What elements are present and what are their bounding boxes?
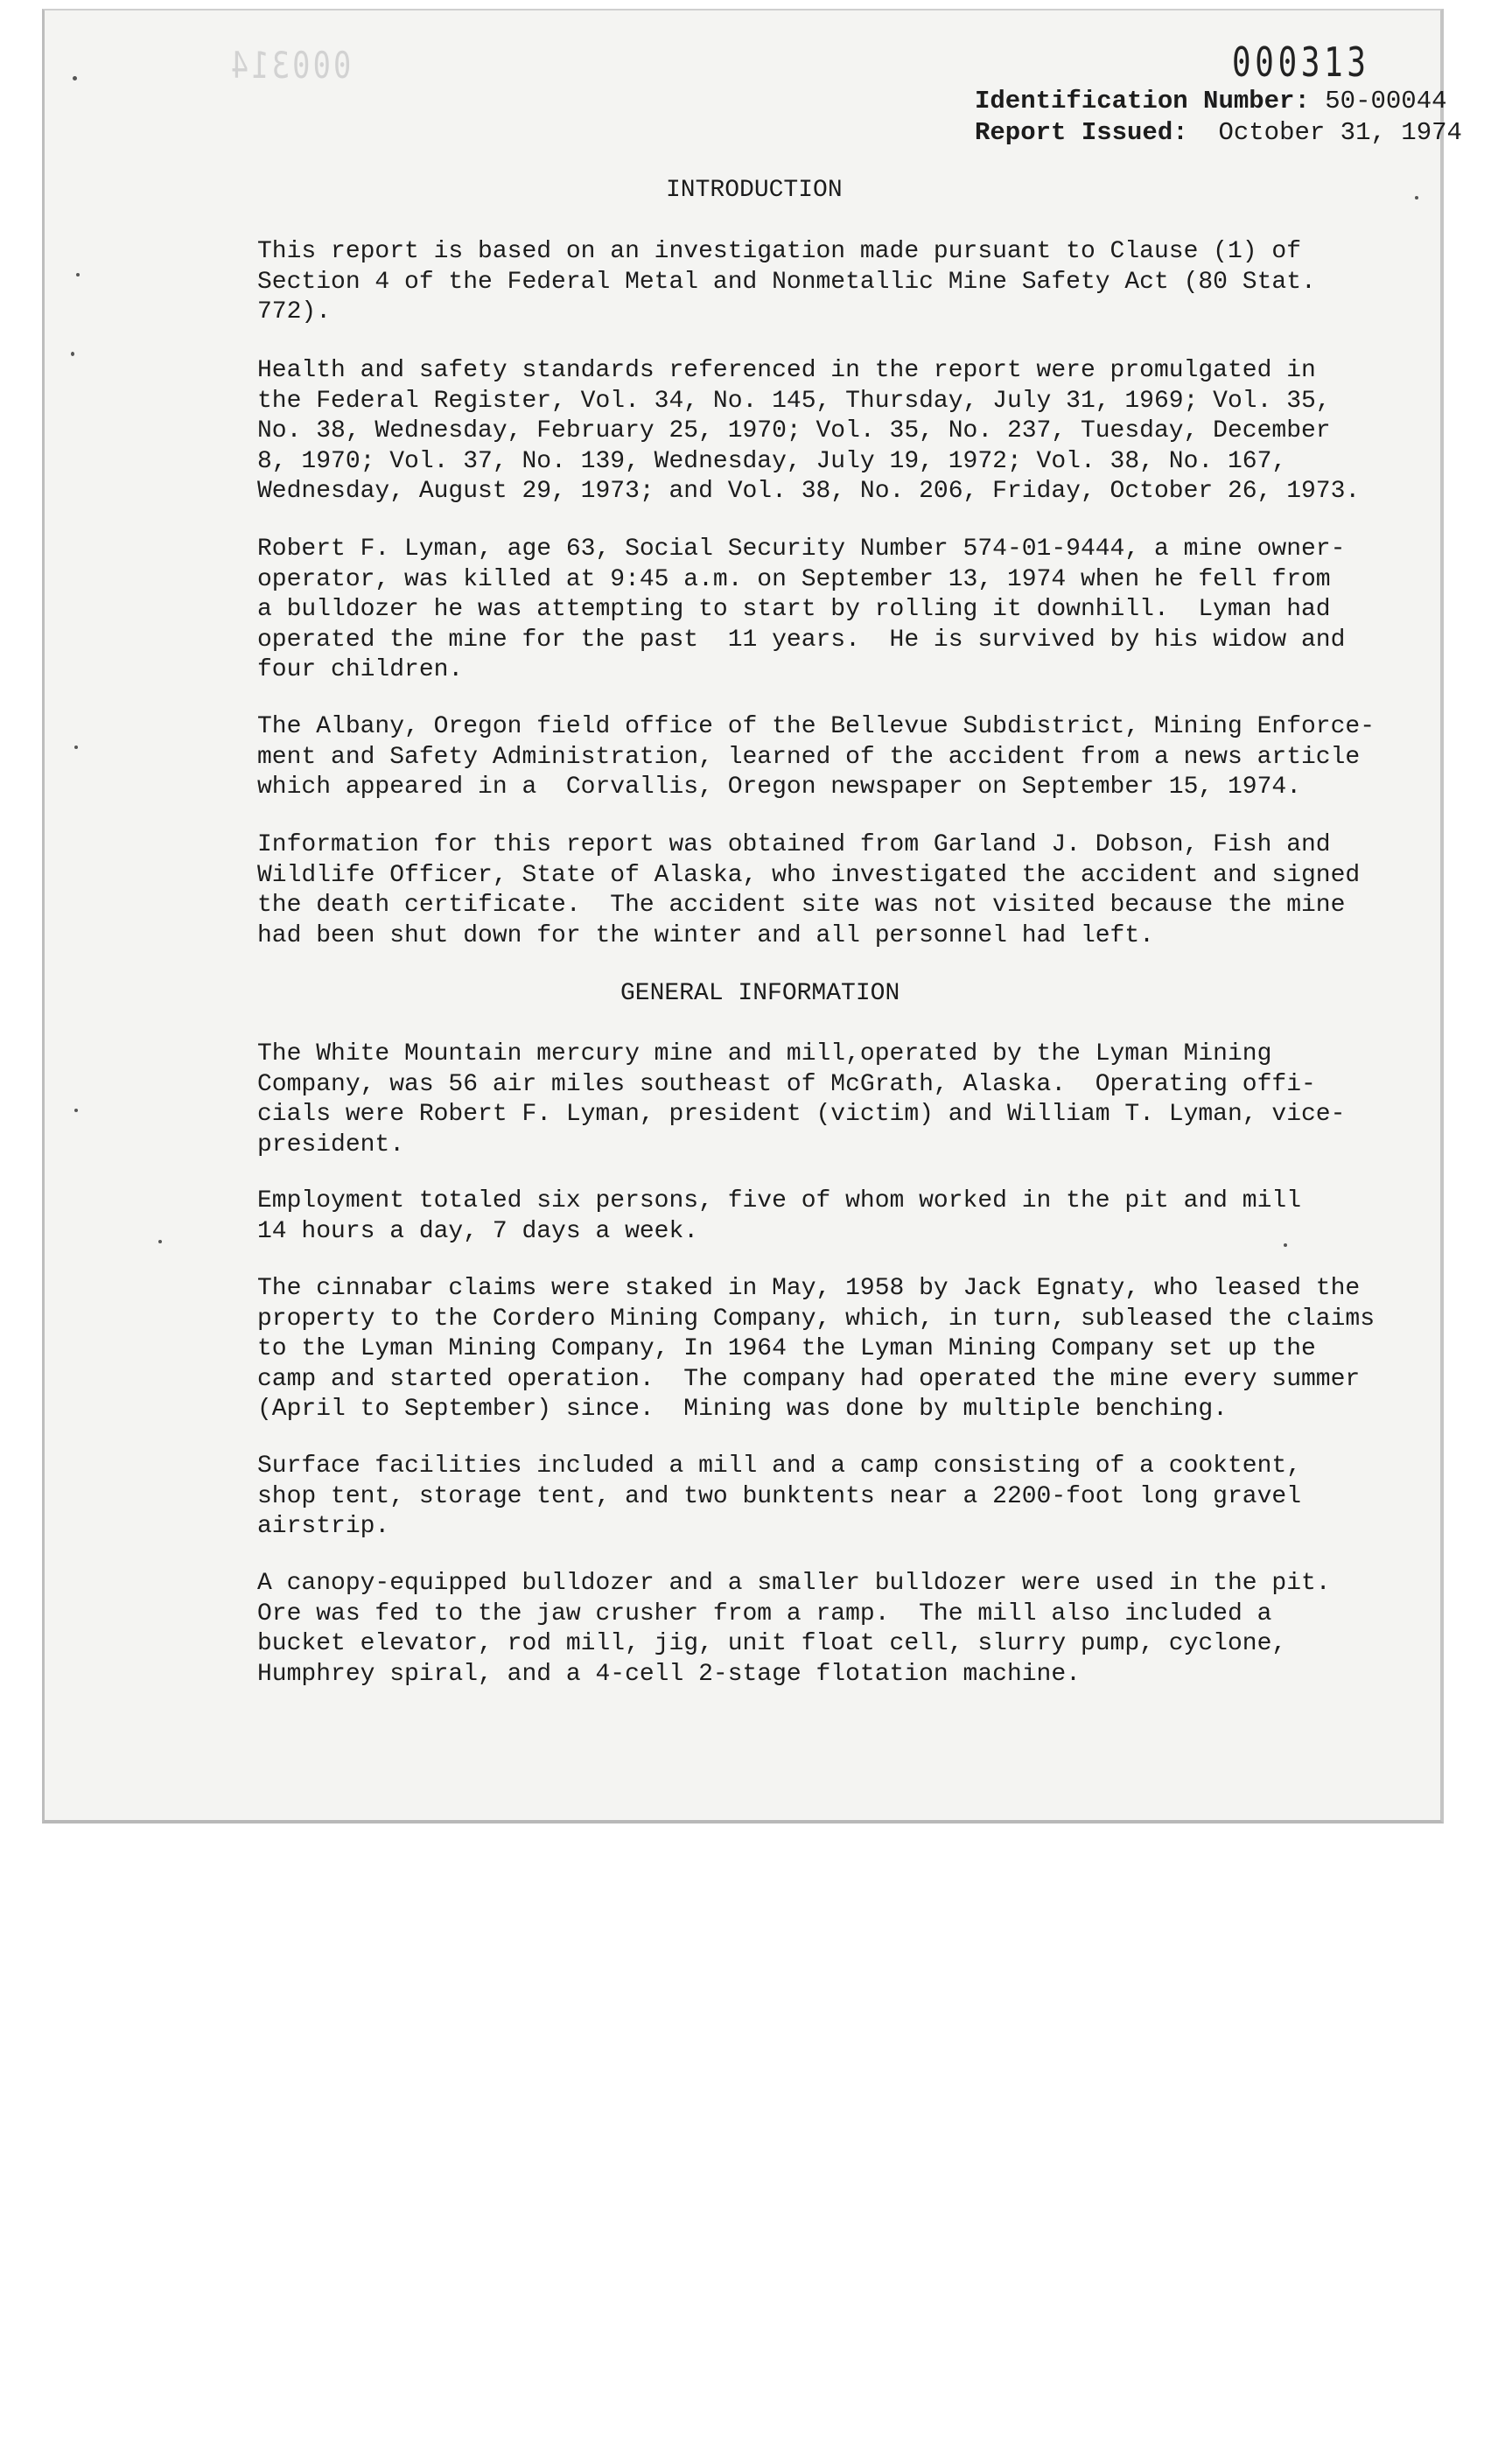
- report-issued-date: October 31, 1974: [1218, 118, 1462, 147]
- speck-mark: [1415, 196, 1418, 200]
- paragraph-notification: The Albany, Oregon field office of the Bellevue Subdistrict, Mining Enforce- ment and Safety Administration, learned of the accident from a news article which appeared in a Corvallis, Oregon newspaper on September 15, 1974.: [257, 713, 1376, 801]
- identification-label: Identification Number:: [975, 87, 1310, 116]
- speck-mark: [76, 273, 80, 276]
- paragraph-equipment: A canopy-equipped bulldozer and a smaller bulldozer were used in the pit. Ore was fed to the jaw crusher from a ramp. The mill also included a bucket elevator, rod mill, jig, unit float cell, slurry pump, cyclone, Humphrey spiral, and a 4-cell 2-stage flotation machine.: [257, 1570, 1331, 1688]
- document-page: [42, 9, 1462, 1824]
- speck-mark: [158, 1240, 162, 1243]
- faded-stamp-number: 000314: [228, 44, 352, 87]
- paragraph-surface-facilities: Surface facilities included a mill and a camp consisting of a cooktent, shop tent, storage tent, and two bunktents near a 2200-foot long gravel airstrip.: [257, 1452, 1301, 1540]
- paragraph-mine-description: The White Mountain mercury mine and mill,operated by the Lyman Mining Company, was 56 air miles southeast of McGrath, Alaska. Operating offi- cials were Robert F. Lyman, president (victim) and William T. Lyman, vice- president.: [257, 1040, 1346, 1158]
- paragraph-authority: This report is based on an investigation made pursuant to Clause (1) of Section 4 of the Federal Metal and Nonmetallic Mine Safety Act (80 Stat. 772).: [257, 238, 1316, 326]
- speck-mark: [71, 352, 74, 356]
- speck-mark: [74, 1109, 78, 1112]
- paragraph-standards: Health and safety standards referenced in the report were promulgated in the Federal Register, Vol. 34, No. 145, Thursday, July 31, 1969; Vol. 35, No. 38, Wednesday, February 25, 1970; Vol. 35, No. 237, Tuesday, December 8, 1970; Vol. 37, No. 139, Wednesday, July 19, 1972; Vol. 38, No. 167, Wednesday, August 29, 1973; and Vol. 38, No. 206, Friday, October 26, 1973.: [257, 357, 1361, 505]
- report-header: [975, 86, 1462, 149]
- speck-mark: [73, 76, 77, 80]
- speck-mark: [1284, 1243, 1287, 1247]
- paragraph-victim: Robert F. Lyman, age 63, Social Security Number 574-01-9444, a mine owner- operator, was killed at 9:45 a.m. on September 13, 1974 when he fell from a bulldozer he was attempting to start by rolling it downhill. Lyman had operated the mine for the past 11 years. He is survived by his widow and four children.: [257, 536, 1346, 683]
- introduction-heading: INTRODUCTION: [666, 177, 843, 204]
- paragraph-information-source: Information for this report was obtained from Garland J. Dobson, Fish and Wildlife Officer, State of Alaska, who investigated the accident and signed the death certificate. The accident site was not visited because the mine had been shut down for the winter and all personnel had left.: [257, 831, 1361, 949]
- identification-number: 50-00044: [1325, 87, 1447, 116]
- speck-mark: [74, 746, 78, 749]
- paragraph-employment: Employment totaled six persons, five of whom worked in the pit and mill 14 hours a day, 7 days a week.: [257, 1187, 1301, 1245]
- general-information-heading: GENERAL INFORMATION: [620, 980, 900, 1007]
- report-issued-label: Report Issued:: [975, 118, 1188, 147]
- page-stamp-number: 000313: [1232, 38, 1370, 86]
- paragraph-claims-history: The cinnabar claims were staked in May, 1958 by Jack Egnaty, who leased the property to the Cordero Mining Company, which, in turn, subleased the claims to the Lyman Mining Company, In 1964 the Lyman Mining Company set up the camp and started operation. The company had operated the mine every summer (April to September) since. Mining was done by multiple benching.: [257, 1275, 1376, 1423]
